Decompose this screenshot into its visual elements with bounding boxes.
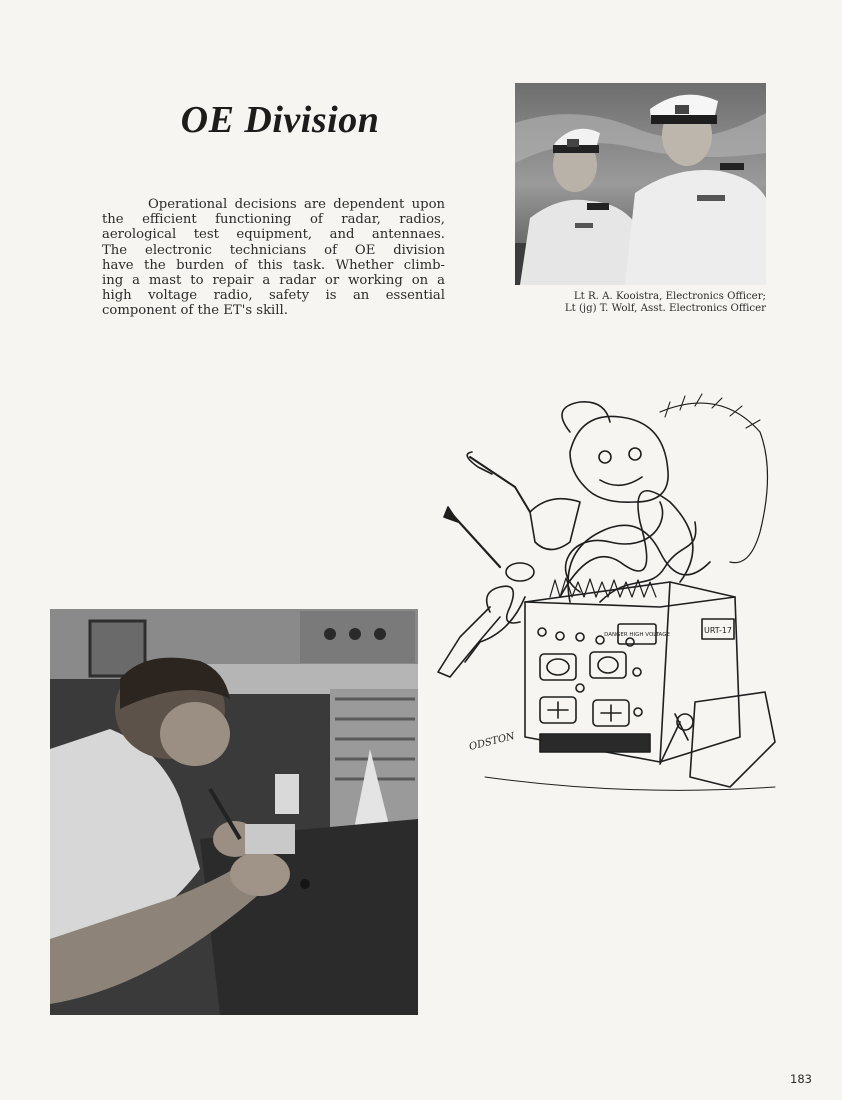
description-line: ing a mast to repair a radar or working on a <box>102 273 445 289</box>
caption-line: Lt (jg) T. Wolf, Asst. Electronics Officer <box>564 303 766 315</box>
description-line: the efficient functioning of radar, radios, <box>102 212 445 228</box>
description-line: have the burden of this task. Whether climb- <box>102 257 445 273</box>
description-line: The electronic technicians of OE division <box>102 242 445 258</box>
page-number: 183 <box>790 1072 812 1086</box>
cartoon-signature: ODSTON <box>468 730 517 753</box>
officers-caption <box>504 291 766 315</box>
photo-two-naval-officers-icon <box>515 83 766 285</box>
description-line: high voltage radio, safety is an essential <box>102 288 445 304</box>
photo-technician-at-workbench-icon <box>50 609 418 1015</box>
description-line: component of the ET's skill. <box>102 303 288 319</box>
technician-photo <box>50 609 418 1015</box>
description-line: aerological test equipment, and antennaes. <box>102 227 445 243</box>
officers-photo <box>515 83 766 285</box>
cartoon-panel-label: URT-17 <box>703 626 733 635</box>
cartoon-electronics-technician-in-radio-icon <box>430 392 790 817</box>
cartoon-plate-label: DANGER HIGH VOLTAGE <box>604 632 670 638</box>
description-line: Operational decisions are dependent upon <box>148 197 445 212</box>
caption-line: Lt R. A. Kooistra, Electronics Officer; <box>573 291 766 302</box>
technician-cartoon <box>430 392 790 817</box>
division-description <box>102 197 445 319</box>
page-title: OE Division <box>180 99 380 141</box>
